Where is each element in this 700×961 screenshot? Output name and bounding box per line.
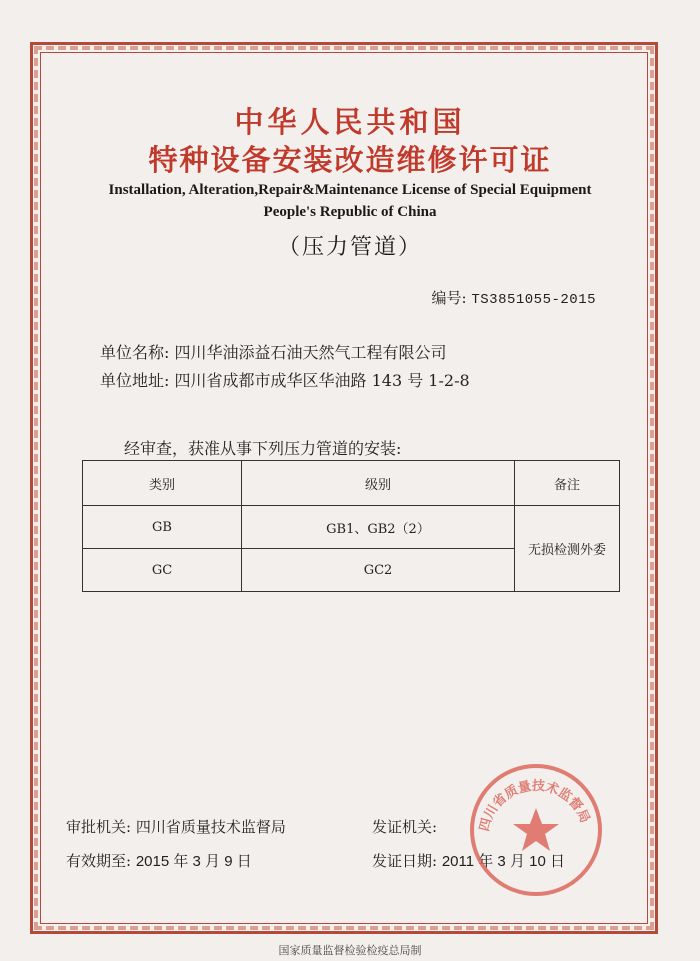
approval-statement: 经审查，获准从事下列压力管道的安装: (124, 439, 402, 458)
approval-authority-value: 四川省质量技术监督局 (135, 818, 286, 836)
row-category: GC (83, 549, 242, 592)
title-country: 中华人民共和国 (234, 105, 466, 139)
valid-until (66, 850, 252, 871)
title-english: Installation, Alteration,Repair&Maintenance License of Special Equipment (108, 182, 592, 198)
license-type: （压力管道） (277, 235, 422, 260)
row-category: GB (83, 506, 242, 549)
table-row (83, 506, 620, 549)
footer-issuer: 国家质量监督检验检疫总局制 (278, 944, 422, 957)
unit-address (100, 368, 470, 391)
license-number-value: TS3851055-2015 (471, 292, 596, 308)
unit-address-label: 单位地址: (100, 371, 170, 390)
unit-name-value: 四川华油添益石油天然气工程有限公司 (174, 343, 447, 362)
row-level: GC2 (242, 549, 515, 592)
scope-table (82, 460, 620, 592)
valid-until-value: 2015 年 3 月 9 日 (135, 853, 252, 870)
issue-date-label: 发证日期: (372, 852, 438, 870)
valid-until-label: 有效期至: (66, 852, 132, 870)
unit-name-label: 单位名称: (100, 343, 170, 362)
approval-authority (66, 816, 286, 837)
issue-date-value: 2011 年 3 月 10 日 (441, 853, 565, 870)
seal-text: 四川省质量技术监督局 (477, 778, 593, 833)
title-english-country: People's Republic of China (263, 204, 437, 220)
title-license: 特种设备安装改造维修许可证 (148, 143, 552, 177)
license-number (432, 287, 596, 308)
header-level: 级别 (242, 461, 515, 506)
issuing-authority-label: 发证机关: (372, 818, 438, 836)
approval-authority-label: 审批机关: (66, 818, 132, 836)
row-remark: 无损检测外委 (515, 506, 620, 592)
unit-address-value: 四川省成都市成华区华油路 143 号 1-2-8 (174, 371, 470, 390)
official-seal-icon (466, 760, 606, 900)
license-number-label: 编号: (431, 289, 467, 307)
header-category: 类别 (83, 461, 242, 506)
header-remark: 备注 (515, 461, 620, 506)
issuing-authority (372, 816, 437, 837)
unit-name (100, 340, 447, 363)
table-header-row (83, 461, 620, 506)
row-level: GB1、GB2（2） (242, 506, 515, 549)
